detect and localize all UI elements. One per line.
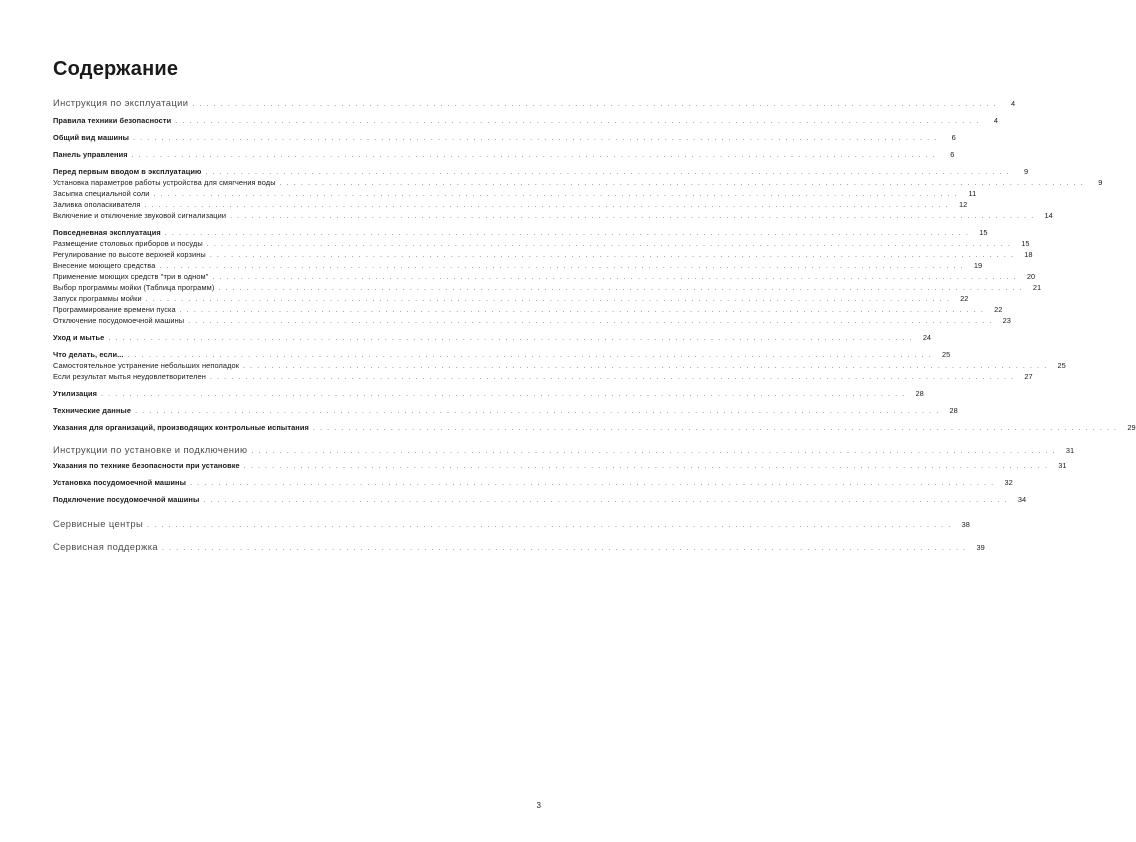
toc-entry-page: 27	[1024, 372, 1033, 381]
toc-entry[interactable]	[53, 460, 1067, 471]
toc-entry-page: 34	[1017, 495, 1027, 504]
toc-entry[interactable]	[53, 315, 1011, 326]
dot-leader: . . . . . . . . . . . . . . . . . . . . . . . . . . . . . . . . . . . . . . . . . . . . . . . . . . . . . . . . . . . . . . . . . . . . . . . . . . . . . . . . . . . . . . . . . . . . . . . . . . . . . . . . . . . . . . . . . .	[145, 296, 951, 303]
toc-entry-page: 20	[1026, 272, 1036, 281]
toc-entry-page: 24	[922, 333, 932, 342]
dot-leader: . . . . . . . . . . . . . . . . . . . . . . . . . . . . . . . . . . . . . . . . . . . . . . . . . . . . . . . . . . . . . . . . . . . . . . . . . . . . . . . . . . . . . . . . . . . . . . . . . . . . . . . . . . . . . . . . . .	[251, 448, 1057, 455]
toc-entry[interactable]	[53, 177, 1103, 188]
dot-leader: . . . . . . . . . . . . . . . . . . . . . . . . . . . . . . . . . . . . . . . . . . . . . . . . . . . . . . . . . . . . . . . . . . . . . . . . . . . . . . . . . . . . . . . . . . . . . . . . . . . . . . . . . . . . . . . . . .	[212, 274, 1018, 281]
dot-leader: . . . . . . . . . . . . . . . . . . . . . . . . . . . . . . . . . . . . . . . . . . . . . . . . . . . . . . . . . . . . . . . . . . . . . . . . . . . . . . . . . . . . . . . . . . . . . . . . . . . . . . . . . . . . . . . . . .	[131, 152, 937, 159]
dot-leader: . . . . . . . . . . . . . . . . . . . . . . . . . . . . . . . . . . . . . . . . . . . . . . . . . . . . . . . . . . . . . . . . . . . . . . . . . . . . . . . . . . . . . . . . . . . . . . . . . . . . . . . . . . . . . . . . . .	[133, 135, 938, 142]
toc-entry-page: 14	[1044, 211, 1053, 220]
toc-entry-label: Внесение моющего средства	[53, 261, 156, 270]
toc-entry-page: 4	[1011, 99, 1016, 108]
toc-entry-label: Перед первым вводом в эксплуатацию	[53, 167, 202, 176]
toc-entry-page: 4	[993, 116, 998, 125]
page-title: Содержание	[53, 58, 179, 80]
dot-leader: . . . . . . . . . . . . . . . . . . . . . . . . . . . . . . . . . . . . . . . . . . . . . . . . . . . . . . . . . . . . . . . . . . . . . . . . . . . . . . . . . . . . . . . . . . . . . . . . . . . . . . . . . . . . . . . . . .	[162, 545, 967, 552]
toc-entry-label: Установка параметров работы устройства для смягчения воды	[53, 178, 276, 187]
toc-entry[interactable]	[53, 304, 1003, 315]
dot-leader: . . . . . . . . . . . . . . . . . . . . . . . . . . . . . . . . . . . . . . . . . . . . . . . . . . . . . . . . . . . . . . . . . . . . . . . . . . . . . . . . . . . . . . . . . . . . . . . . . . . . . . . . . . . . . . . . . .	[312, 425, 1118, 432]
toc-entry[interactable]	[53, 332, 932, 343]
dot-leader: . . . . . . . . . . . . . . . . . . . . . . . . . . . . . . . . . . . . . . . . . . . . . . . . . . . . . . . . . . . . . . . . . . . . . . . . . . . . . . . . . . . . . . . . . . . . . . . . . . . . . . . . . . . . . . . . . .	[175, 118, 980, 125]
table-of-contents	[53, 96, 1136, 553]
toc-entry[interactable]	[53, 199, 968, 210]
toc-entry-label: Регулирование по высоте верхней корзины	[53, 250, 206, 259]
toc-entry-page: 28	[949, 406, 958, 415]
toc-entry-label: Инструкция по эксплуатации	[53, 97, 189, 108]
toc-entry-label: Правила техники безопасности	[53, 116, 172, 125]
page-number: 3	[536, 801, 541, 810]
toc-entry-label: Подключение посудомоечной машины	[53, 495, 200, 504]
dot-leader: . . . . . . . . . . . . . . . . . . . . . . . . . . . . . . . . . . . . . . . . . . . . . . . . . . . . . . . . . . . . . . . . . . . . . . . . . . . . . . . . . . . . . . . . . . . . . . . . . . . . . . . . . . . . . . . . . .	[164, 230, 970, 237]
toc-entry-page: 19	[973, 261, 983, 270]
toc-entry-page: 9	[1023, 167, 1029, 176]
toc-entry-page: 25	[942, 350, 951, 359]
toc-entry-page: 6	[951, 133, 956, 142]
toc-entry[interactable]	[53, 494, 1027, 505]
toc-entry-label: Технические данные	[53, 406, 132, 415]
toc-entry[interactable]	[53, 371, 1033, 382]
toc-entry-label: Сервисная поддержка	[53, 541, 159, 552]
toc-entry[interactable]	[53, 540, 985, 553]
toc-entry-page: 6	[950, 150, 955, 159]
toc-entry[interactable]	[53, 405, 958, 416]
toc-entry-page: 22	[994, 305, 1003, 314]
dot-leader: . . . . . . . . . . . . . . . . . . . . . . . . . . . . . . . . . . . . . . . . . . . . . . . . . . . . . . . . . . . . . . . . . . . . . . . . . . . . . . . . . . . . . . . . . . . . . . . . . . . . . . . . . . . . . . . . . .	[159, 263, 965, 270]
toc-entry-label: Уход и мытье	[53, 333, 105, 342]
toc-entry-label: Запуск программы мойки	[53, 294, 142, 303]
toc-entry[interactable]	[53, 271, 1036, 282]
toc-entry-page: 25	[1057, 361, 1066, 370]
dot-leader: . . . . . . . . . . . . . . . . . . . . . . . . . . . . . . . . . . . . . . . . . . . . . . . . . . . . . . . . . . . . . . . . . . . . . . . . . . . . . . . . . . . . . . . . . . . . . . . . . . . . . . . . . . . . . . . . . .	[279, 180, 1085, 187]
toc-entry-page: 29	[1127, 423, 1136, 432]
dot-leader: . . . . . . . . . . . . . . . . . . . . . . . . . . . . . . . . . . . . . . . . . . . . . . . . . . . . . . . . . . . . . . . . . . . . . . . . . . . . . . . . . . . . . . . . . . . . . . . . . . . . . . . . . . . . . . . . . .	[147, 522, 952, 529]
toc-entry-label: Общий вид машины	[53, 133, 130, 142]
toc-entry[interactable]	[53, 388, 924, 399]
toc-entry-label: Заливка ополаскивателя	[53, 200, 141, 209]
dot-leader: . . . . . . . . . . . . . . . . . . . . . . . . . . . . . . . . . . . . . . . . . . . . . . . . . . . . . . . . . . . . . . . . . . . . . . . . . . . . . . . . . . . . . . . . . . . . . . . . . . . . . . . . . . . . . . . . . .	[108, 335, 914, 342]
toc-entry-label: Если результат мытья неудовлетворителен	[53, 372, 206, 381]
toc-entry-page: 22	[960, 294, 969, 303]
toc-entry-page: 28	[915, 389, 924, 398]
toc-entry-page: 9	[1098, 178, 1103, 187]
dot-leader: . . . . . . . . . . . . . . . . . . . . . . . . . . . . . . . . . . . . . . . . . . . . . . . . . . . . . . . . . . . . . . . . . . . . . . . . . . . . . . . . . . . . . . . . . . . . . . . . . . . . . . . . . . . . . . . . . .	[243, 363, 1048, 370]
toc-entry-label: Что делать, если...	[53, 350, 124, 359]
dot-leader: . . . . . . . . . . . . . . . . . . . . . . . . . . . . . . . . . . . . . . . . . . . . . . . . . . . . . . . . . . . . . . . . . . . . . . . . . . . . . . . . . . . . . . . . . . . . . . . . . . . . . . . . . . . . . . . . . .	[188, 318, 993, 325]
toc-entry-label: Утилизация	[53, 389, 98, 398]
dot-leader: . . . . . . . . . . . . . . . . . . . . . . . . . . . . . . . . . . . . . . . . . . . . . . . . . . . . . . . . . . . . . . . . . . . . . . . . . . . . . . . . . . . . . . . . . . . . . . . . . . . . . . . . . . . . . . . . . .	[192, 101, 998, 108]
toc-entry-label: Установка посудомоечной машины	[53, 478, 187, 487]
toc-entry-page: 32	[1004, 478, 1013, 487]
toc-entry-page: 12	[958, 200, 968, 209]
toc-entry[interactable]	[53, 477, 1013, 488]
toc-entry[interactable]	[53, 422, 1136, 433]
toc-entry[interactable]	[53, 260, 983, 271]
toc-entry[interactable]	[53, 149, 955, 160]
dot-leader: . . . . . . . . . . . . . . . . . . . . . . . . . . . . . . . . . . . . . . . . . . . . . . . . . . . . . . . . . . . . . . . . . . . . . . . . . . . . . . . . . . . . . . . . . . . . . . . . . . . . . . . . . . . . . . . . . .	[127, 352, 933, 359]
toc-entry-label: Засыпка специальной соли	[53, 189, 150, 198]
toc-entry[interactable]	[53, 96, 1016, 109]
toc-entry-page: 21	[1032, 283, 1042, 292]
toc-entry[interactable]	[53, 249, 1033, 260]
dot-leader: . . . . . . . . . . . . . . . . . . . . . . . . . . . . . . . . . . . . . . . . . . . . . . . . . . . . . . . . . . . . . . . . . . . . . . . . . . . . . . . . . . . . . . . . . . . . . . . . . . . . . . . . . . . . . . . . . .	[209, 252, 1015, 259]
toc-entry[interactable]	[53, 517, 970, 530]
dot-leader: . . . . . . . . . . . . . . . . . . . . . . . . . . . . . . . . . . . . . . . . . . . . . . . . . . . . . . . . . . . . . . . . . . . . . . . . . . . . . . . . . . . . . . . . . . . . . . . . . . . . . . . . . . . . . . . . . .	[190, 480, 995, 487]
toc-entry-page: 11	[968, 189, 977, 198]
dot-leader: . . . . . . . . . . . . . . . . . . . . . . . . . . . . . . . . . . . . . . . . . . . . . . . . . . . . . . . . . . . . . . . . . . . . . . . . . . . . . . . . . . . . . . . . . . . . . . . . . . . . . . . . . . . . . . . . . .	[144, 202, 950, 209]
toc-entry-label: Применение моющих средств "три в одном"	[53, 272, 209, 281]
toc-entry-page: 39	[976, 543, 985, 552]
toc-entry-page: 31	[1065, 446, 1075, 455]
toc-entry-page: 23	[1002, 316, 1011, 325]
dot-leader: . . . . . . . . . . . . . . . . . . . . . . . . . . . . . . . . . . . . . . . . . . . . . . . . . . . . . . . . . . . . . . . . . . . . . . . . . . . . . . . . . . . . . . . . . . . . . . . . . . . . . . . . . . . . . . . . . .	[205, 169, 1011, 176]
toc-entry-label: Указания для организаций, производящих контрольные испытания	[53, 423, 309, 432]
toc-entry[interactable]	[53, 132, 956, 143]
toc-entry[interactable]	[53, 188, 977, 199]
toc-entry-page: 15	[1021, 239, 1030, 248]
toc-entry-label: Отключение посудомоечной машины	[53, 316, 185, 325]
dot-leader: . . . . . . . . . . . . . . . . . . . . . . . . . . . . . . . . . . . . . . . . . . . . . . . . . . . . . . . . . . . . . . . . . . . . . . . . . . . . . . . . . . . . . . . . . . . . . . . . . . . . . . . . . . . . . . . . . .	[206, 241, 1012, 248]
toc-entry-page: 38	[961, 520, 970, 529]
toc-entry-label: Инструкции по установке и подключению	[53, 444, 248, 455]
toc-entry[interactable]	[53, 227, 988, 238]
toc-entry-label: Программирование времени пуска	[53, 305, 176, 314]
toc-entry-label: Панель управления	[53, 150, 128, 159]
toc-entry-page: 15	[979, 228, 988, 237]
toc-entry[interactable]	[53, 238, 1030, 249]
dot-leader: . . . . . . . . . . . . . . . . . . . . . . . . . . . . . . . . . . . . . . . . . . . . . . . . . . . . . . . . . . . . . . . . . . . . . . . . . . . . . . . . . . . . . . . . . . . . . . . . . . . . . . . . . . . . . . . . . .	[153, 191, 959, 198]
toc-entry[interactable]	[53, 360, 1066, 371]
dot-leader: . . . . . . . . . . . . . . . . . . . . . . . . . . . . . . . . . . . . . . . . . . . . . . . . . . . . . . . . . . . . . . . . . . . . . . . . . . . . . . . . . . . . . . . . . . . . . . . . . . . . . . . . . . . . . . . . . .	[179, 307, 985, 314]
dot-leader: . . . . . . . . . . . . . . . . . . . . . . . . . . . . . . . . . . . . . . . . . . . . . . . . . . . . . . . . . . . . . . . . . . . . . . . . . . . . . . . . . . . . . . . . . . . . . . . . . . . . . . . . . . . . . . . . . .	[230, 213, 1035, 220]
toc-entry-page: 18	[1024, 250, 1033, 259]
toc-entry[interactable]	[53, 443, 1075, 456]
dot-leader: . . . . . . . . . . . . . . . . . . . . . . . . . . . . . . . . . . . . . . . . . . . . . . . . . . . . . . . . . . . . . . . . . . . . . . . . . . . . . . . . . . . . . . . . . . . . . . . . . . . . . . . . . . . . . . . . . .	[101, 391, 906, 398]
dot-leader: . . . . . . . . . . . . . . . . . . . . . . . . . . . . . . . . . . . . . . . . . . . . . . . . . . . . . . . . . . . . . . . . . . . . . . . . . . . . . . . . . . . . . . . . . . . . . . . . . . . . . . . . . . . . . . . . . .	[209, 374, 1015, 381]
dot-leader: . . . . . . . . . . . . . . . . . . . . . . . . . . . . . . . . . . . . . . . . . . . . . . . . . . . . . . . . . . . . . . . . . . . . . . . . . . . . . . . . . . . . . . . . . . . . . . . . . . . . . . . . . . . . . . . . . .	[135, 408, 940, 415]
toc-entry[interactable]	[53, 293, 969, 304]
toc-entry-label: Выбор программы мойки (Таблица программ)	[53, 283, 215, 292]
toc-entry-page: 31	[1058, 461, 1067, 470]
dot-leader: . . . . . . . . . . . . . . . . . . . . . . . . . . . . . . . . . . . . . . . . . . . . . . . . . . . . . . . . . . . . . . . . . . . . . . . . . . . . . . . . . . . . . . . . . . . . . . . . . . . . . . . . . . . . . . . . . .	[218, 285, 1024, 292]
toc-entry-label: Размещение столовых приборов и посуды	[53, 239, 203, 248]
toc-entry-label: Повседневная эксплуатация	[53, 228, 161, 237]
toc-entry[interactable]	[53, 210, 1053, 221]
toc-entry[interactable]	[53, 115, 998, 126]
toc-entry[interactable]	[53, 282, 1042, 293]
toc-entry[interactable]	[53, 166, 1029, 177]
toc-entry-label: Сервисные центры	[53, 518, 144, 529]
toc-entry[interactable]	[53, 349, 951, 360]
toc-entry-label: Указания по технике безопасности при установке	[53, 461, 240, 470]
dot-leader: . . . . . . . . . . . . . . . . . . . . . . . . . . . . . . . . . . . . . . . . . . . . . . . . . . . . . . . . . . . . . . . . . . . . . . . . . . . . . . . . . . . . . . . . . . . . . . . . . . . . . . . . . . . . . . . . . .	[203, 497, 1009, 504]
toc-entry-label: Включение и отключение звуковой сигнализации	[53, 211, 227, 220]
dot-leader: . . . . . . . . . . . . . . . . . . . . . . . . . . . . . . . . . . . . . . . . . . . . . . . . . . . . . . . . . . . . . . . . . . . . . . . . . . . . . . . . . . . . . . . . . . . . . . . . . . . . . . . . . . . . . . . . . .	[243, 463, 1049, 470]
toc-entry-label: Самостоятельное устранение небольших неполадок	[53, 361, 240, 370]
